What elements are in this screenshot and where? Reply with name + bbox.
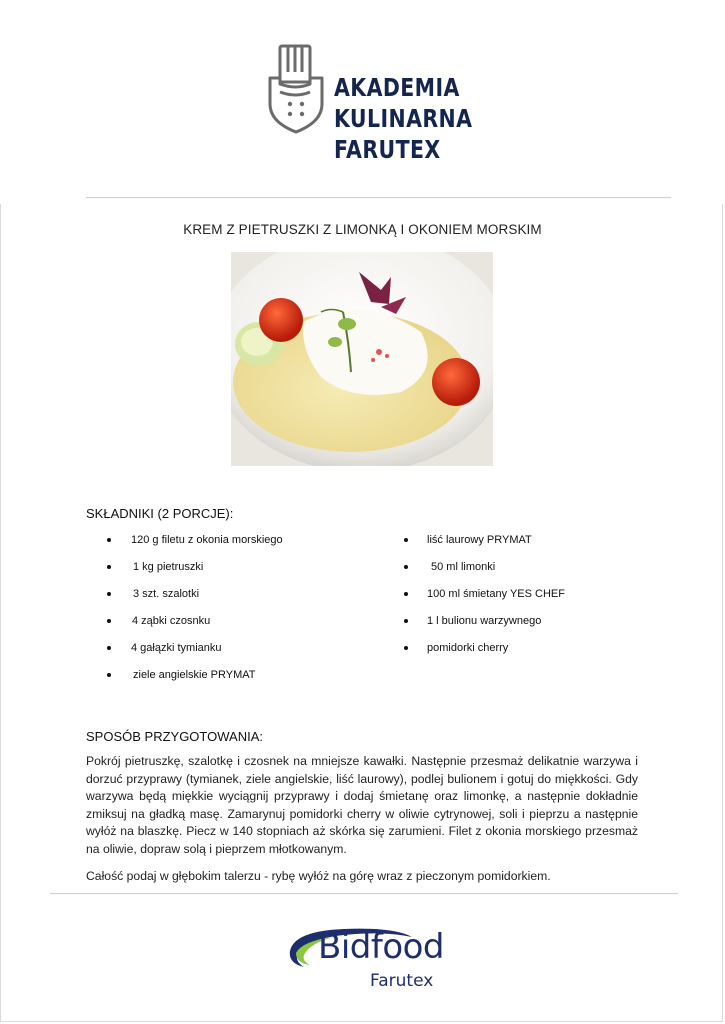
bullet-icon [107, 565, 111, 569]
bullet-icon [107, 592, 111, 596]
ingredient-text: 120 g filetu z okonia morskiego [131, 534, 283, 546]
logo-line-2: KULINARNA [334, 104, 473, 133]
dish-photo [231, 252, 493, 466]
ingredient-text: liść laurowy PRYMAT [427, 534, 532, 546]
header [0, 0, 725, 204]
ingredient-text: 3 szt. szalotki [133, 588, 200, 600]
preparation-paragraph: Pokrój pietruszkę, szalotkę i czosnek na mniejsze kawałki. Następnie przesmaż delikatnie warzywa i dorzuć przyprawy (tymianek, ziele angielskie, liść laurowy), podlej bulionem i gotuj do miękkości. Gdy warzywa będą miękkie wyciągnij przyprawy i dodaj śmietanę oraz limonkę, a następnie dokładnie zmiksuj na gładką masę. Zamarynuj pomidorki cherry w oliwie cytrynowej, soli i pieprzu a następnie wyłóż na blaszkę. Piecz w 140 stopniach aż skórka się zarumieni. Filet z okonia morskiego przesmaż na oliwie, dopraw solą i pieprzem młotkowanym. [86, 754, 638, 856]
chef-toque-icon [266, 42, 326, 134]
bottom-divider [50, 893, 678, 894]
bullet-icon [107, 619, 111, 623]
ingredient-text: 4 ząbki czosnku [132, 615, 211, 627]
ingredient-text: 50 ml limonki [431, 561, 496, 573]
ingredient-text: 1 kg pietruszki [133, 561, 204, 573]
top-divider [86, 197, 671, 198]
recipe-title: KREM Z PIETRUSZKI Z LIMONKĄ I OKONIEM MORSKIM [183, 222, 542, 237]
serving-paragraph: Całość podaj w głębokim talerzu - rybę wyłóż na górę wraz z pieczonym pomidorkiem. [86, 868, 551, 883]
logo-line-3: FARUTEX [334, 135, 441, 164]
ingredient-text: ziele angielskie PRYMAT [133, 669, 256, 681]
bullet-icon [107, 538, 111, 542]
brand-bid: Bid [318, 927, 371, 967]
ingredient-text: 1 l bulionu warzywnego [427, 615, 542, 627]
logo-line-1: AKADEMIA [334, 73, 460, 102]
bidfood-logo [284, 923, 446, 993]
preparation-text [86, 753, 638, 885]
bullet-icon [107, 673, 111, 677]
brand-food: food [370, 927, 445, 967]
ingredients-heading: SKŁADNIKI (2 PORCJE): [86, 506, 234, 521]
bullet-icon [107, 646, 111, 650]
ingredient-text: pomidorki cherry [427, 642, 509, 654]
bullet-icon [404, 619, 408, 623]
ingredient-text: 4 gałązki tymianku [131, 642, 222, 654]
academy-logo-text [334, 72, 472, 165]
bullet-icon [404, 565, 408, 569]
preparation-heading: SPOSÓB PRZYGOTOWANIA: [86, 729, 263, 744]
farutex-wordmark: Farutex [370, 971, 434, 991]
bullet-icon [404, 538, 408, 542]
bidfood-wordmark [318, 927, 444, 967]
bullet-icon [404, 646, 408, 650]
bullet-icon [404, 592, 408, 596]
ingredient-text: 100 ml śmietany YES CHEF [427, 588, 565, 600]
